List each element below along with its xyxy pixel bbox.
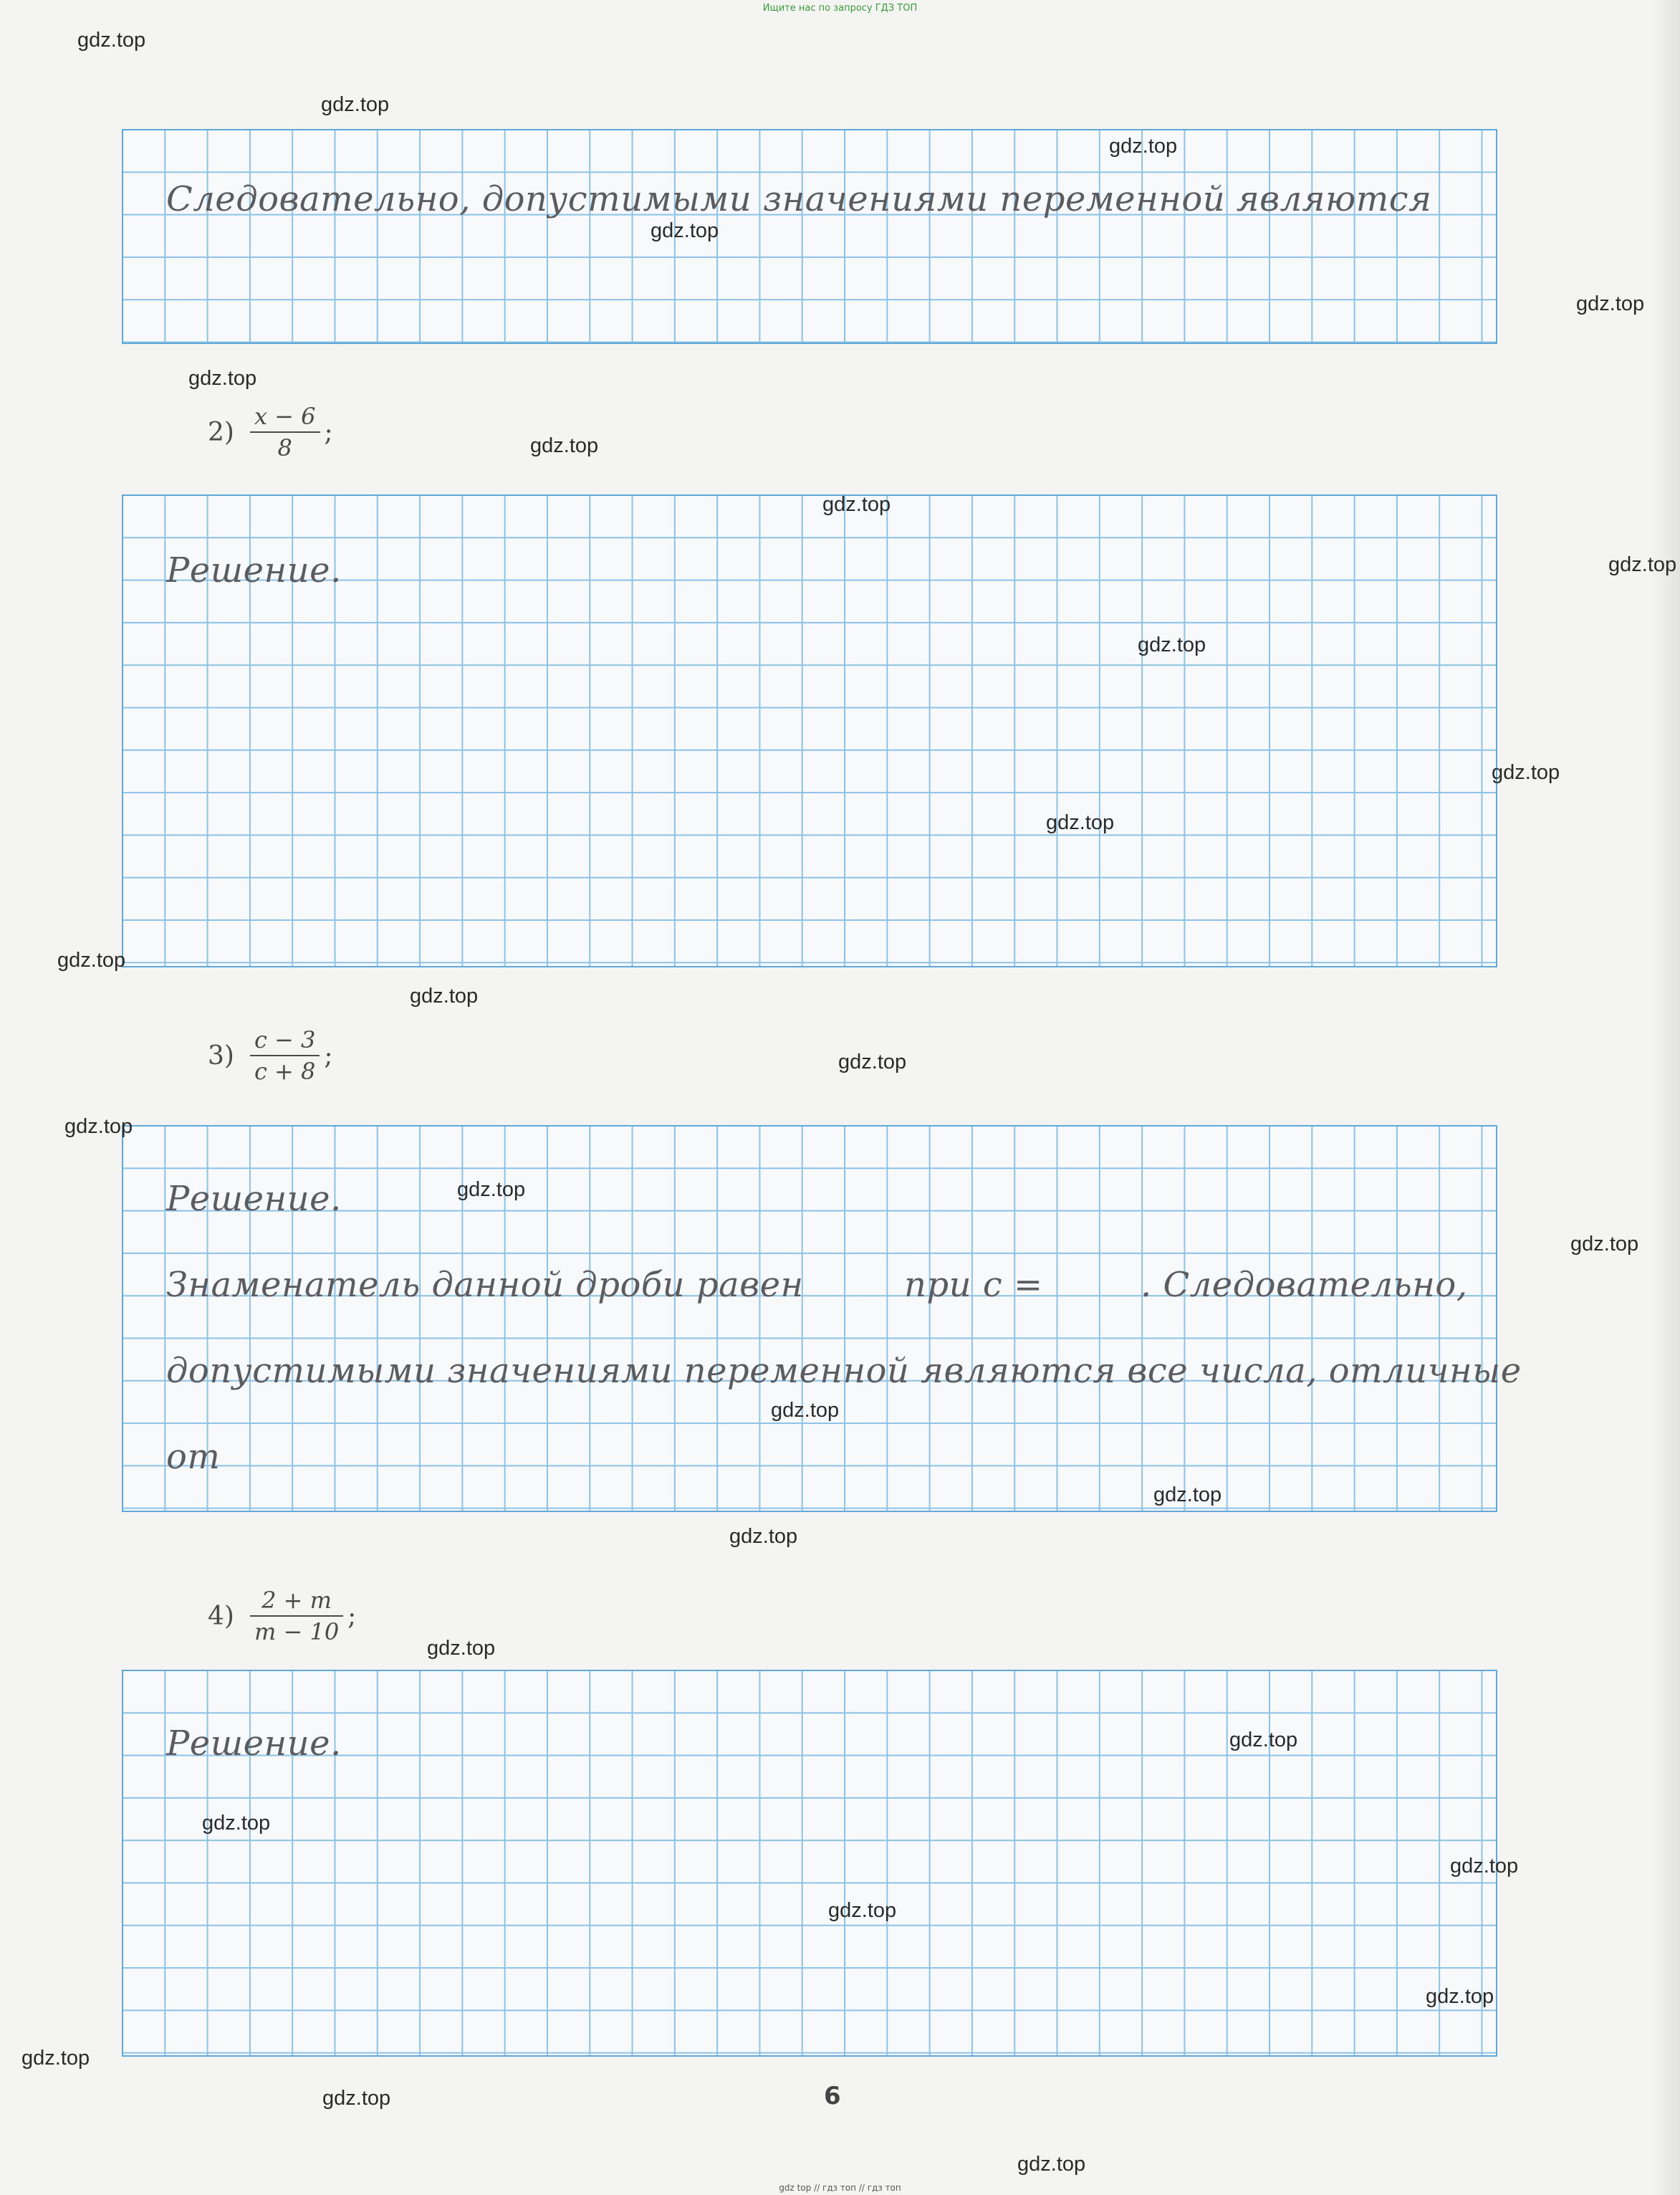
watermark: gdz.top	[410, 985, 479, 1008]
watermark: gdz.top	[321, 93, 390, 116]
task-2-denominator: 8	[277, 434, 292, 462]
watermark: gdz.top	[729, 1525, 798, 1548]
watermark: gdz.top	[188, 367, 257, 390]
task-3-number: 3)	[208, 1041, 234, 1071]
task-3-line-b: допустимыми значениями переменной являются все числа, отличные	[166, 1351, 1522, 1391]
task-3-semicolon: ;	[324, 1041, 333, 1071]
page-edge	[1651, 0, 1680, 2195]
watermark: gdz.top	[1046, 811, 1115, 834]
watermark: gdz.top	[1570, 1233, 1639, 1256]
watermark: gdz.top	[202, 1812, 271, 1835]
task-3-fraction	[250, 1025, 320, 1086]
task-2-semicolon: ;	[324, 417, 333, 447]
task-4-number: 4)	[208, 1601, 234, 1631]
watermark: gdz.top	[21, 2047, 90, 2070]
task-4-fraction	[250, 1585, 343, 1647]
task-4-semicolon: ;	[347, 1601, 357, 1631]
task-3-line-a-part2: при с =	[904, 1265, 1043, 1305]
task-4-expression	[208, 1585, 356, 1647]
watermark: gdz.top	[771, 1399, 840, 1422]
watermark: gdz.top	[530, 434, 599, 457]
watermark: gdz.top	[1426, 1985, 1494, 2008]
task-3-expression	[208, 1025, 333, 1086]
watermark: gdz.top	[1576, 292, 1645, 315]
watermark: gdz.top	[1492, 761, 1560, 784]
watermark: gdz.top	[1608, 553, 1677, 576]
watermark: gdz.top	[1229, 1728, 1298, 1751]
task-2-fraction	[250, 401, 320, 463]
task-2-number: 2)	[208, 417, 234, 447]
watermark: gdz.top	[1153, 1483, 1222, 1506]
watermark: gdz.top	[77, 29, 146, 52]
watermark: gdz.top	[822, 493, 891, 516]
task-4-numerator: 2 + m	[261, 1587, 332, 1614]
task-2-solution-label: Решение.	[166, 550, 342, 590]
footer-note: gdz top // гдз топ // гдз топ	[779, 2183, 901, 2193]
task-3-numerator: c − 3	[254, 1026, 316, 1053]
task-3-line-a-part1: Знаменатель данной дроби равен	[166, 1265, 804, 1305]
task-4-denominator: m − 10	[254, 1618, 340, 1645]
task-2-numerator: x − 6	[254, 403, 316, 430]
watermark: gdz.top	[1450, 1855, 1519, 1878]
task-3-solution-label: Решение.	[166, 1179, 342, 1219]
task-3-line-a-part3: . Следовательно,	[1141, 1265, 1468, 1305]
watermark: gdz.top	[1017, 2153, 1086, 2176]
page-number: 6	[824, 2082, 841, 2110]
watermark: gdz.top	[64, 1115, 133, 1138]
watermark: gdz.top	[838, 1051, 907, 1073]
task-2-expression	[208, 401, 333, 463]
header-note: Ищите нас по запросу ГДЗ ТОП	[762, 3, 918, 14]
watermark: gdz.top	[651, 219, 719, 242]
task-3-line-c: от	[166, 1437, 221, 1477]
watermark: gdz.top	[457, 1178, 526, 1201]
watermark: gdz.top	[1109, 135, 1178, 158]
watermark: gdz.top	[427, 1637, 496, 1660]
task-4-solution-label: Решение.	[166, 1723, 342, 1764]
grid-box-1	[122, 129, 1497, 344]
watermark: gdz.top	[828, 1899, 897, 1922]
box1-line1: Следовательно, допустимыми значениями переменной являются	[166, 179, 1432, 219]
watermark: gdz.top	[57, 949, 126, 972]
watermark: gdz.top	[1138, 633, 1206, 656]
task-3-denominator: c + 8	[254, 1058, 316, 1085]
watermark: gdz.top	[322, 2087, 391, 2110]
